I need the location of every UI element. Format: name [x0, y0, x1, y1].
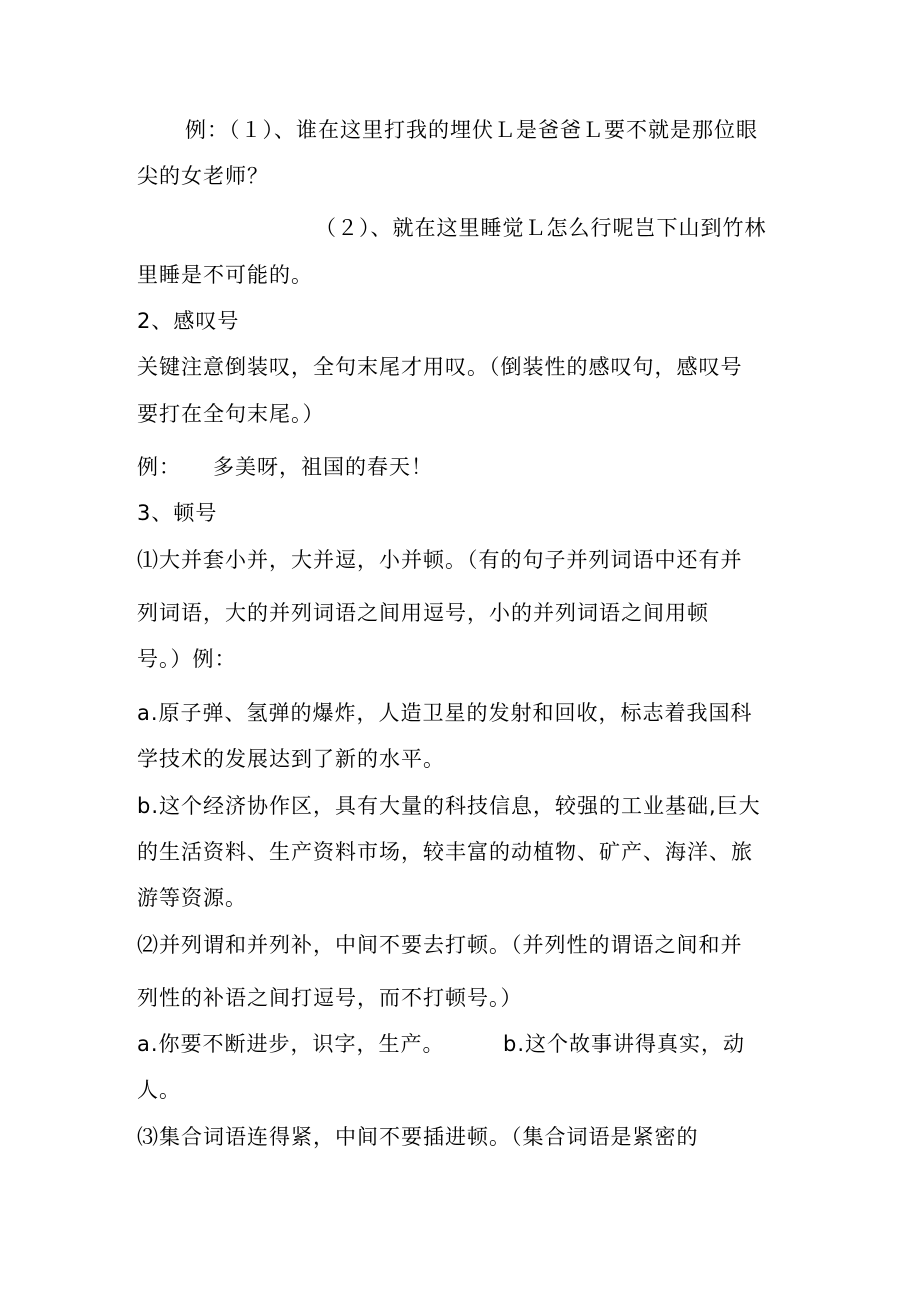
- section-2-heading: 2、感叹号: [137, 309, 240, 333]
- section-2-rule-line-1: 关键注意倒装叹，全句末尾才用叹。（倒装性的感叹句，感叹号: [137, 355, 743, 379]
- section-3-example-b2-line-2: 人。: [137, 1078, 181, 1102]
- example-2-line-1: （２）、就在这里睡觉Ｌ怎么行呢岂下山到竹林: [315, 216, 767, 240]
- section-3-example-b2-line-1: b.这个故事讲得真实，动: [503, 1032, 746, 1056]
- section-2-example-text: 多美呀，祖国的春天！: [213, 455, 433, 479]
- section-3-heading: 3、顿号: [137, 501, 218, 525]
- section-3-example-a1-line-1: a.原子弹、氢弹的爆炸，人造卫星的发射和回收，标志着我国科: [137, 701, 753, 725]
- section-2-example: [137, 454, 433, 480]
- example-1-line-1: 例：（１）、谁在这里打我的埋伏Ｌ是爸爸Ｌ要不就是那位眼: [185, 118, 758, 142]
- example-1-line-2: 尖的女老师？: [137, 164, 269, 188]
- section-3-rule-1-line-1: ⑴大并套小并，大并逗，小并顿。（有的句子并列词语中还有并: [137, 548, 743, 572]
- section-3-example-a1-line-2: 学技术的发展达到了新的水平。: [137, 747, 445, 771]
- example-2-line-2: 里睡是不可能的。: [137, 263, 313, 287]
- section-3-rule-2-line-2: 列性的补语之间打逗号，而不打顿号。）: [137, 986, 523, 1010]
- section-3-example-b1-line-2: 的生活资料、生产资料市场，较丰富的动植物、矿产、海洋、旅: [137, 840, 753, 864]
- section-3-rule-1-line-3: 号。）例：: [137, 647, 237, 671]
- section-3-rule-2-line-1: ⑵并列谓和并列补，中间不要去打顿。（并列性的谓语之间和并: [137, 933, 743, 957]
- section-3-example-b1-line-1: b.这个经济协作区，具有大量的科技信息，较强的工业基础,巨大: [137, 794, 761, 818]
- section-2-rule-line-2: 要打在全句末尾。）: [137, 402, 325, 426]
- section-2-example-label: 例：: [137, 455, 181, 479]
- section-3-rule-1-line-2: 列词语，大的并列词语之间用逗号，小的并列词语之间用顿: [137, 601, 709, 625]
- section-3-rule-3-line-1: ⑶集合词语连得紧，中间不要插进顿。（集合词语是紧密的: [137, 1125, 699, 1149]
- section-3-example-a2: a.你要不断进步，识字，生产。: [137, 1032, 445, 1056]
- section-3-example-b1-line-3: 游等资源。: [137, 886, 247, 910]
